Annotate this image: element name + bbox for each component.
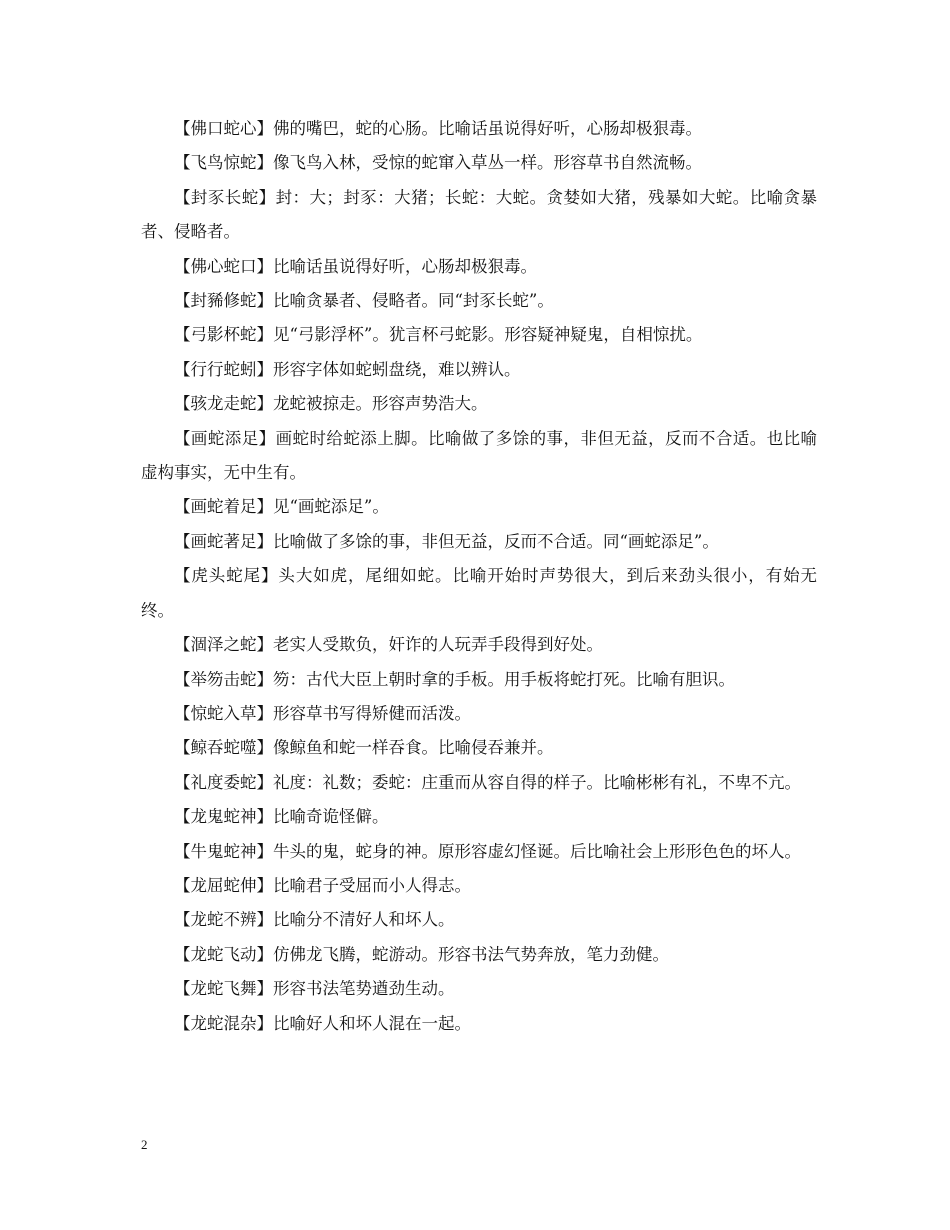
entry-term: 【画蛇添足】 xyxy=(174,428,276,448)
entry-term: 【举笏击蛇】 xyxy=(174,669,273,689)
entry-term: 【龙蛇混杂】 xyxy=(174,1013,273,1033)
entry-term: 【惊蛇入草】 xyxy=(174,703,273,723)
entry-term: 【龙蛇飞舞】 xyxy=(174,979,273,999)
entry-definition: 佛的嘴巴，蛇的心肠。比喻话虽说得好听，心肠却极狠毒。 xyxy=(273,119,702,138)
entry-13 xyxy=(141,628,817,662)
entry-definition: 比喻好人和坏人混在一起。 xyxy=(273,1013,471,1033)
entry-definition: 仿佛龙飞腾，蛇游动。形容书法气势奔放，笔力劲健。 xyxy=(273,944,669,964)
entry-term: 【龙屈蛇伸】 xyxy=(174,875,273,895)
entry-definition: 比喻奇诡怪僻。 xyxy=(273,807,389,827)
entry-definition: 形容书法笔势遒劲生动。 xyxy=(273,979,455,999)
entry-definition: 笏：古代大臣上朝时拿的手板。用手板将蛇打死。比喻有胆识。 xyxy=(273,669,735,689)
entry-definition: 龙蛇被掠走。形容声势浩大。 xyxy=(273,394,488,414)
entry-definition: 封：大；封豕：大猪；长蛇：大蛇。贪婪如大猪，残暴如大蛇。比喻贪暴者、侵略者。 xyxy=(141,187,818,242)
entry-definition: 像鲸鱼和蛇一样吞食。比喻侵吞兼并。 xyxy=(273,738,554,758)
page-number: 2 xyxy=(141,1137,148,1152)
entry-term: 【飞鸟惊蛇】 xyxy=(174,153,273,173)
entry-term: 【封豨修蛇】 xyxy=(174,291,273,311)
entry-17 xyxy=(141,766,817,800)
entry-term: 【画蛇著足】 xyxy=(174,531,273,551)
entry-definition: 见“画蛇添足”。 xyxy=(273,497,389,517)
entry-21 xyxy=(141,903,817,937)
entry-22 xyxy=(141,938,817,972)
entry-term: 【画蛇着足】 xyxy=(174,497,273,517)
entry-definition: 老实人受欺负，奸诈的人玩弄手段得到好处。 xyxy=(273,635,603,655)
entry-term: 【龙鬼蛇神】 xyxy=(174,807,273,827)
entry-definition: 礼度：礼数；委蛇：庄重而从容自得的样子。比喻彬彬有礼，不卑不亢。 xyxy=(273,772,801,792)
entry-12 xyxy=(141,559,817,628)
entry-definition: 比喻君子受屈而小人得志。 xyxy=(273,875,471,895)
entry-definition: 画蛇时给蛇添上脚。比喻做了多馀的事，非但无益，反而不合适。也比喻虚构事实，无中生有。 xyxy=(141,428,818,483)
entry-term: 【骇龙走蛇】 xyxy=(174,394,273,414)
entry-11 xyxy=(141,525,817,559)
entry-8 xyxy=(141,387,817,421)
entry-definition: 比喻贪暴者、侵略者。同“封豕长蛇”。 xyxy=(273,291,554,311)
entry-definition: 形容字体如蛇蚓盘绕，难以辨认。 xyxy=(273,359,521,379)
entry-24 xyxy=(141,1007,817,1041)
entry-23 xyxy=(141,972,817,1006)
entry-term: 【弓影杯蛇】 xyxy=(174,325,273,345)
entry-term: 【鲸吞蛇噬】 xyxy=(174,738,273,758)
entry-definition: 比喻做了多馀的事，非但无益，反而不合适。同“画蛇添足”。 xyxy=(273,531,719,551)
entry-term: 【佛口蛇心】 xyxy=(174,119,273,138)
entry-definition: 头大如虎，尾细如蛇。比喻开始时声势很大，到后来劲头很小，有始无终。 xyxy=(141,566,818,620)
entry-definition: 牛头的鬼，蛇身的神。原形容虚幻怪诞。后比喻社会上形形色色的坏人。 xyxy=(273,841,801,861)
entry-term: 【封豕长蛇】 xyxy=(174,187,276,207)
entry-term: 【牛鬼蛇神】 xyxy=(174,841,273,861)
entry-term: 【虎头蛇尾】 xyxy=(174,566,279,586)
idiom-list xyxy=(141,112,817,1041)
entry-16 xyxy=(141,731,817,765)
entry-4 xyxy=(141,250,817,284)
entry-1 xyxy=(141,112,817,146)
entry-3 xyxy=(141,181,817,250)
entry-19 xyxy=(141,835,817,869)
entry-definition: 像飞鸟入林，受惊的蛇窜入草丛一样。形容草书自然流畅。 xyxy=(273,153,702,173)
entry-2 xyxy=(141,146,817,180)
entry-18 xyxy=(141,800,817,834)
entry-term: 【龙蛇不辨】 xyxy=(174,910,273,930)
entry-definition: 比喻分不清好人和坏人。 xyxy=(273,910,455,930)
entry-definition: 见“弓影浮杯”。犹言杯弓蛇影。形容疑神疑鬼，自相惊扰。 xyxy=(273,325,703,345)
entry-20 xyxy=(141,869,817,903)
entry-15 xyxy=(141,697,817,731)
entry-term: 【龙蛇飞动】 xyxy=(174,944,273,964)
entry-6 xyxy=(141,318,817,352)
entry-term: 【佛心蛇口】 xyxy=(174,256,273,276)
entry-9 xyxy=(141,422,817,491)
entry-7 xyxy=(141,353,817,387)
entry-term: 【行行蛇蚓】 xyxy=(174,359,273,379)
entry-definition: 比喻话虽说得好听，心肠却极狠毒。 xyxy=(273,256,537,276)
entry-term: 【涸泽之蛇】 xyxy=(174,635,273,655)
entry-14 xyxy=(141,663,817,697)
entry-term: 【礼度委蛇】 xyxy=(174,772,273,792)
entry-definition: 形容草书写得矫健而活泼。 xyxy=(273,703,471,723)
entry-10 xyxy=(141,490,817,524)
entry-5 xyxy=(141,284,817,318)
